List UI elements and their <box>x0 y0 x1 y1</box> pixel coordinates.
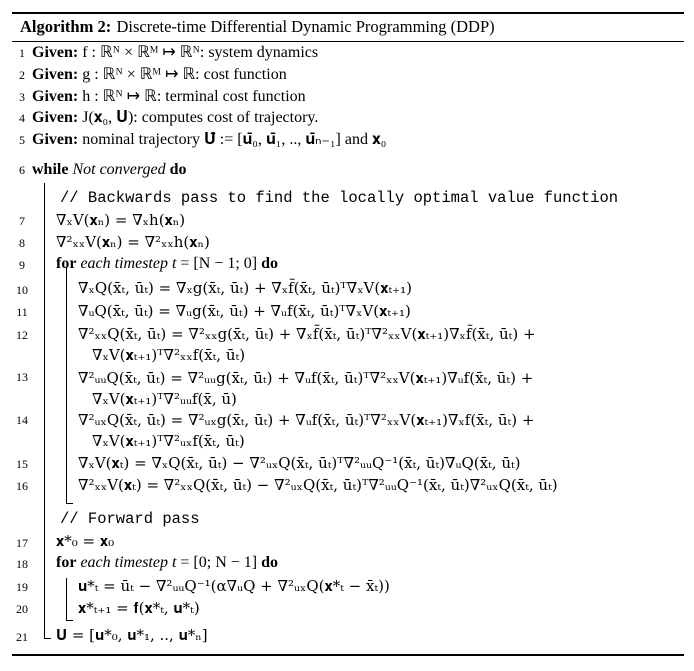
algorithm-line: ∇²ₓₓV(𝐱ₜ) = ∇²ₓₓQ(x̄ₜ, ūₜ) − ∇²ᵤₓQ(x̄ₜ, ūₜ)ᵀ∇²ᵤᵤQ⁻¹(x̄ₜ, ūₜ)∇²ᵤₓQ(x̄ₜ, ūₜ) <box>78 476 558 494</box>
keyword-for: for <box>56 255 77 272</box>
algorithm-line: 𝐱*₀ = 𝐱₀ <box>56 532 115 550</box>
top-rule <box>12 12 684 14</box>
line-number: 16 <box>16 479 28 493</box>
algorithm-line: ∇²ᵤᵤQ(x̄ₜ, ūₜ) = ∇²ᵤᵤg(x̄ₜ, ūₜ) + ∇ᵤf(x̄ₜ, ūₜ)ᵀ∇²ₓₓV(𝐱ₜ₊₁)∇ᵤf(x̄ₜ, ūₜ) + <box>78 369 534 387</box>
line-number: 17 <box>16 536 28 550</box>
keyword-given: Given: <box>32 88 79 105</box>
comment-backwards-pass: // Backwards pass to find the locally optimal value function <box>60 189 619 207</box>
for-range: = [0; N − 1] <box>180 554 258 571</box>
line-text: nominal trajectory 𝐔̄ := [𝐮̄₀, 𝐮̄₁, .., 𝐮̄ₙ₋₁] and 𝐱₀ <box>82 131 387 148</box>
algorithm-line: ∇ₓV(𝐱ₜ) = ∇ₓQ(x̄ₜ, ūₜ) − ∇²ᵤₓQ(x̄ₜ, ūₜ)ᵀ∇²ᵤᵤQ⁻¹(x̄ₜ, ūₜ)∇ᵤQ(x̄ₜ, ūₜ) <box>78 454 521 472</box>
while-block-bar <box>44 183 45 639</box>
keyword-given: Given: <box>32 44 79 61</box>
algorithm-line <box>32 87 306 107</box>
while-block-end <box>44 638 51 639</box>
keyword-given: Given: <box>32 109 79 126</box>
algorithm-line <box>56 553 278 573</box>
line-number: 3 <box>19 90 25 104</box>
line-number: 11 <box>16 305 28 319</box>
algorithm-line <box>32 130 386 150</box>
line-number: 4 <box>19 111 25 125</box>
keyword-given: Given: <box>32 131 79 148</box>
line-number: 12 <box>16 328 28 342</box>
line-text: J(𝐱₀, 𝐔): computes cost of trajectory. <box>82 109 319 126</box>
algorithm-line: ∇ₓV(𝐱ₙ) = ∇ₓh(𝐱ₙ) <box>56 211 186 229</box>
bottom-rule <box>12 654 684 656</box>
line-number: 14 <box>16 413 28 427</box>
algorithm-line: 𝐱*ₜ₊₁ = 𝐟(𝐱*ₜ, 𝐮*ₜ) <box>78 599 200 617</box>
algorithm-line <box>32 160 187 180</box>
algorithm-line: 𝐮*ₜ = ūₜ − ∇²ᵤᵤQ⁻¹(α∇ᵤQ + ∇²ᵤₓQ(𝐱*ₜ − x̄ₜ)) <box>78 577 390 595</box>
keyword-do: do <box>261 255 279 272</box>
for-condition: each timestep t <box>80 554 177 571</box>
keyword-do: do <box>169 161 187 178</box>
algorithm-line: 𝐔 = [𝐮*₀, 𝐮*₁, .., 𝐮*ₙ] <box>56 626 208 644</box>
algorithm-line: ∇²ₓₓV(𝐱ₙ) = ∇²ₓₓh(𝐱ₙ) <box>56 233 210 251</box>
algorithm-line <box>32 43 318 63</box>
keyword-while: while <box>32 161 69 178</box>
algorithm-line: ∇²ₓₓQ(x̄ₜ, ūₜ) = ∇²ₓₓg(x̄ₜ, ūₜ) + ∇ₓf̃(x̄ₜ, ūₜ)ᵀ∇²ₓₓV(𝐱ₜ₊₁)∇ₓf̃(x̄ₜ, ūₜ) + <box>78 325 536 343</box>
for-range: = [N − 1; 0] <box>180 255 258 272</box>
line-number: 2 <box>19 68 25 82</box>
line-text: g : ℝᴺ × ℝᴹ ↦ ℝ: cost function <box>82 66 287 83</box>
algorithm-line <box>32 65 287 85</box>
forward-for-block-end <box>66 620 73 621</box>
backward-for-block-bar <box>66 268 67 504</box>
algorithm-box <box>12 12 684 656</box>
line-number: 9 <box>19 258 25 272</box>
for-condition: each timestep t <box>80 255 177 272</box>
algorithm-title <box>20 17 495 37</box>
algorithm-line <box>56 254 278 274</box>
comment-forward-pass: // Forward pass <box>60 510 200 528</box>
keyword-do: do <box>261 554 279 571</box>
algorithm-name: Discrete-time Differential Dynamic Programming (DDP) <box>116 17 495 36</box>
title-rule <box>12 41 684 42</box>
algorithm-line-continuation: ∇ₓV(𝐱ₜ₊₁)ᵀ∇²ᵤᵤf(x̄, ū) <box>92 390 237 408</box>
algorithm-line: ∇ₓQ(x̄ₜ, ūₜ) = ∇ₓg(x̄ₜ, ūₜ) + ∇ₓf̃(x̄ₜ, ūₜ)ᵀ∇ₓV(𝐱ₜ₊₁) <box>78 279 412 297</box>
keyword-given: Given: <box>32 66 79 83</box>
algorithm-line-continuation: ∇ₓV(𝐱ₜ₊₁)ᵀ∇²ᵤₓf(x̄ₜ, ūₜ) <box>92 432 245 450</box>
forward-for-block-bar <box>66 578 67 621</box>
algorithm-line <box>32 108 318 128</box>
line-number: 5 <box>19 133 25 147</box>
line-number: 15 <box>16 457 28 471</box>
line-number: 20 <box>16 602 28 616</box>
algorithm-line-continuation: ∇ₓV(𝐱ₜ₊₁)ᵀ∇²ₓₓf(x̄ₜ, ūₜ) <box>92 346 246 364</box>
line-number: 1 <box>19 46 25 60</box>
line-number: 8 <box>19 236 25 250</box>
line-number: 19 <box>16 580 28 594</box>
line-number: 18 <box>16 557 28 571</box>
line-text: h : ℝᴺ ↦ ℝ: terminal cost function <box>82 88 306 105</box>
line-text: f : ℝᴺ × ℝᴹ ↦ ℝᴺ: system dynamics <box>82 44 319 61</box>
line-number: 7 <box>19 214 25 228</box>
line-number: 13 <box>16 370 28 384</box>
keyword-for: for <box>56 554 77 571</box>
line-number: 6 <box>19 163 25 177</box>
algorithm-line: ∇²ᵤₓQ(x̄ₜ, ūₜ) = ∇²ᵤₓg(x̄ₜ, ūₜ) + ∇ᵤf(x̄ₜ, ūₜ)ᵀ∇²ₓₓV(𝐱ₜ₊₁)∇ₓf(x̄ₜ, ūₜ) + <box>78 411 535 429</box>
while-condition: Not converged <box>72 161 166 178</box>
algorithm-label: Algorithm 2: <box>20 17 112 36</box>
line-number: 21 <box>16 630 28 644</box>
line-number: 10 <box>16 283 28 297</box>
algorithm-line: ∇ᵤQ(x̄ₜ, ūₜ) = ∇ᵤg(x̄ₜ, ūₜ) + ∇ᵤf(x̄ₜ, ūₜ)ᵀ∇ₓV(𝐱ₜ₊₁) <box>78 302 411 320</box>
backward-for-block-end <box>66 503 73 504</box>
